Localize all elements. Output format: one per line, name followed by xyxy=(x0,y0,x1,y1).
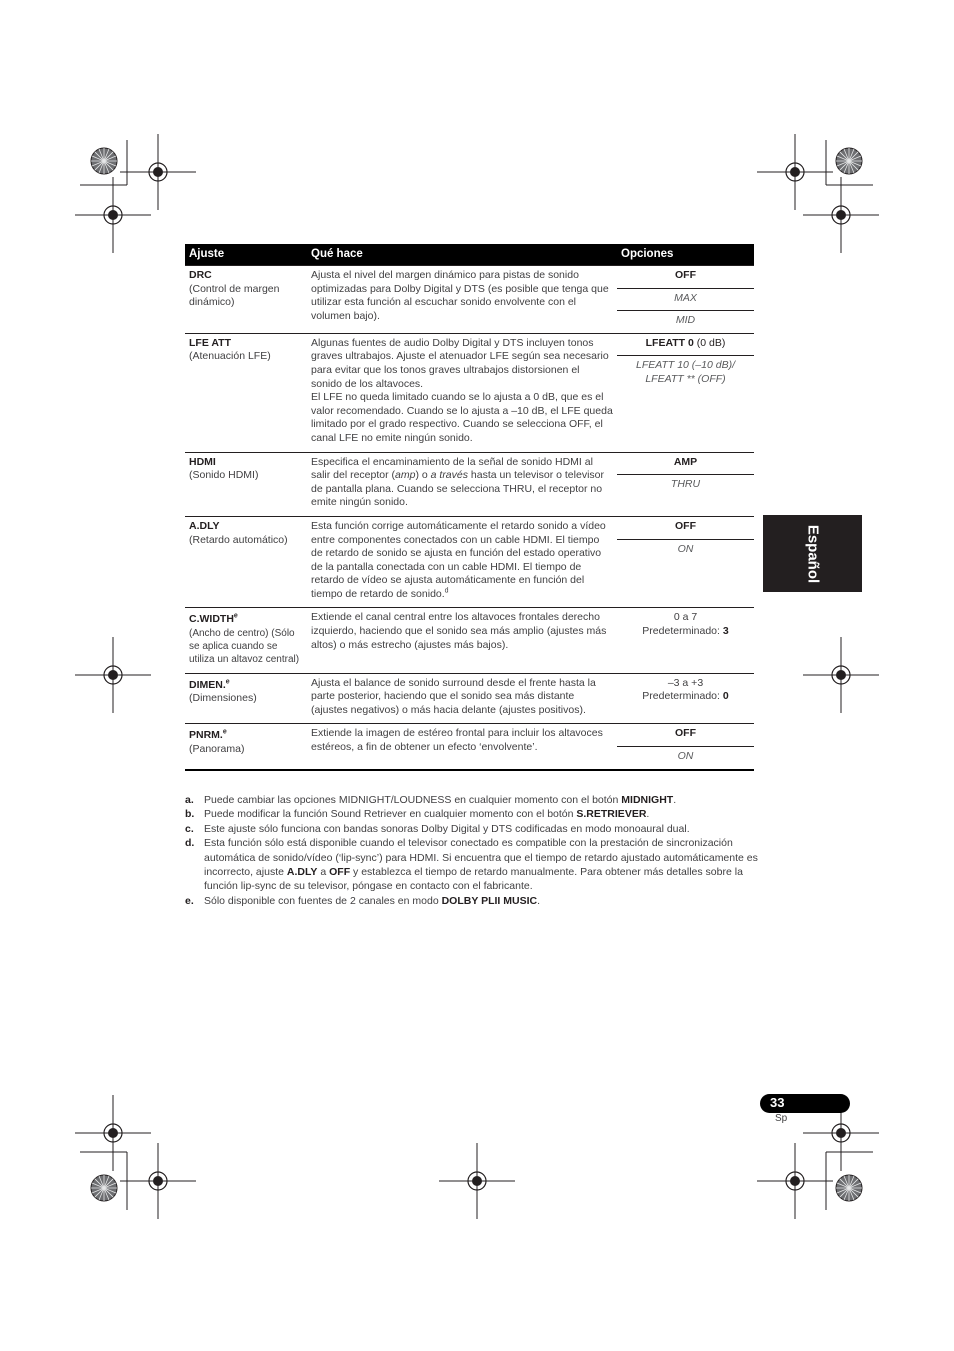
description-part: El LFE no queda limitado cuando se lo ajusta a 0 dB, que es el valor recomendado. Cuando se lo ajusta a –10 dB, el LFE queda limitado por el grado respectivo. Cuando se selecciona OFF, el canal LFE no emite ningún sonido. xyxy=(311,391,613,444)
footnote xyxy=(185,793,760,807)
header-what: Qué hace xyxy=(307,244,617,266)
option-value: THRU xyxy=(617,474,754,497)
option-value: OFF xyxy=(675,269,696,281)
footnote-text: Puede cambiar las opciones MIDNIGHT/LOUDNESS en cualquier momento con el botón MIDNIGHT. xyxy=(204,794,677,806)
option-value: AMP xyxy=(673,455,698,468)
footnote-ref: e xyxy=(225,678,230,686)
footnote-text: Esta función sólo está disponible cuando el televisor conectado es compatible con la prestación de sincronización automática de sonido/vídeo (‘lip-sync’) para HDMI. Si encuentra que el tiempo de retardo ajustado automáticamente es incorrecto, ajuste A.DLY a OFF y establezca el tiempo de retardo manualmente. Para obtener más detalles sobre la función lip-sync de su televisor, póngase en contacto con el fabricante. xyxy=(204,837,758,893)
option-default: Predeterminado: 3 xyxy=(642,625,729,638)
table-row xyxy=(185,724,754,770)
table-row xyxy=(185,608,754,673)
option-value: OFF xyxy=(675,727,696,740)
page-language-code: Sp xyxy=(775,1113,788,1124)
header-setting: Ajuste xyxy=(185,244,307,266)
footnote-ref: e xyxy=(233,612,238,620)
footnote-text: Este ajuste sólo funciona con bandas sonoras Dolby Digital y DTS codificadas en modo monoaural dual. xyxy=(204,822,690,835)
setting-description xyxy=(307,452,617,516)
setting-name: C.WIDTH$^e$ xyxy=(189,612,238,626)
setting-name: A.DLY xyxy=(189,519,220,532)
option-range: –3 a +3 xyxy=(667,676,704,689)
setting-subtitle: (Ancho de centro) (Sólo se aplica cuando se utiliza un altavoz central) xyxy=(189,628,300,666)
option-line: LFEATT ** (OFF) xyxy=(645,372,726,385)
options-cell xyxy=(617,608,754,673)
footnote xyxy=(185,807,760,821)
footnote xyxy=(185,836,760,894)
setting-name: PNRM.$^e$ xyxy=(189,728,227,742)
footnote-label: c. xyxy=(185,822,194,835)
description-part: Especifica el encaminamiento de la señal de sonido HDMI al salir del receptor ( xyxy=(311,455,593,482)
setting-subtitle: (Sonido HDMI) xyxy=(189,469,259,482)
footnote-label: b. xyxy=(185,808,195,821)
setting-cell xyxy=(185,608,307,673)
table-row xyxy=(185,266,754,334)
description-part: ) o xyxy=(415,469,431,482)
footnote xyxy=(185,822,760,836)
footnote-label: a. xyxy=(185,794,194,806)
setting-description: Extiende la imagen de estéreo frontal para incluir los altavoces estéreos, a fin de obtener un efecto ‘envolvente’. xyxy=(307,724,617,770)
default-value: 0 xyxy=(722,690,729,703)
options-cell xyxy=(617,333,754,452)
option-line: LFEATT 10 (–10 dB)/ xyxy=(635,359,735,372)
page-number-badge xyxy=(760,1094,850,1113)
option-value xyxy=(617,334,754,356)
table-row xyxy=(185,452,754,516)
language-side-tab xyxy=(763,515,862,592)
setting-name: DIMEN.$^e$ xyxy=(189,678,230,691)
table-row xyxy=(185,516,754,608)
table-row xyxy=(185,333,754,452)
settings-table xyxy=(185,244,754,771)
setting-cell xyxy=(185,724,307,770)
footnote-ref: d xyxy=(444,587,449,595)
option-value: OFF xyxy=(675,519,696,532)
option-value xyxy=(617,355,754,391)
page-number: 33 xyxy=(770,1095,785,1110)
option-value: ON xyxy=(617,539,754,562)
option-default: Predeterminado: 0 xyxy=(642,690,729,703)
setting-cell xyxy=(185,673,307,724)
options-cell xyxy=(617,673,754,724)
description-part: Algunas fuentes de audio Dolby Digital y DTS incluyen tonos graves ultrabajos. Ajuste el atenuador LFE según sea necesario para evitar que los tonos graves ultrabajos distorsionen el sonido de los altavoces. xyxy=(311,336,609,390)
setting-subtitle: (Panorama) xyxy=(189,743,245,756)
setting-cell xyxy=(185,266,307,334)
footnote-label: e. xyxy=(185,894,194,907)
setting-description: Extiende el canal central entre los altavoces frontales derecho izquierdo, haciendo que el sonido sea más amplio (ajustes más altos) o más estrecho (ajustes más bajos). xyxy=(307,608,617,673)
footnote-text: Sólo disponible con fuentes de 2 canales en modo DOLBY PLII MUSIC. xyxy=(204,894,540,907)
footnote-ref: e xyxy=(222,728,227,736)
option-value: ON xyxy=(617,746,754,769)
options-cell xyxy=(617,724,754,770)
options-cell xyxy=(617,452,754,516)
header-options: Opciones xyxy=(617,244,754,266)
setting-name: DRC xyxy=(189,269,212,281)
options-cell xyxy=(617,266,754,334)
setting-name: LFE ATT xyxy=(189,336,231,349)
setting-subtitle: (Control de margen dinámico) xyxy=(189,282,280,309)
setting-description xyxy=(307,333,617,452)
setting-description: Ajusta el balance de sonido surround desde el frente hasta la parte posterior, haciendo que el sonido sea más distante (ajustes negativos) o más hacia delante (ajustes positivos). xyxy=(307,673,617,724)
option-range: 0 a 7 xyxy=(673,611,698,624)
option-value: MID xyxy=(617,310,754,333)
setting-cell xyxy=(185,333,307,452)
option-value: MAX xyxy=(617,288,754,311)
footnote-label: d. xyxy=(185,837,195,850)
footnotes xyxy=(185,793,760,908)
description-italic: a través xyxy=(430,469,468,482)
options-cell xyxy=(617,516,754,608)
table-header xyxy=(185,244,754,266)
setting-description: Ajusta el nivel del margen dinámico para pistas de sonido optimizadas para Dolby Digital y DTS (es posible que tenga que utilizar esta función al escuchar sonido envolvente con el volumen bajo). xyxy=(307,266,617,334)
table-row xyxy=(185,673,754,724)
footnote-text: Puede modificar la función Sound Retriever en cualquier momento con el botón S.RETRIEVER. xyxy=(204,808,650,821)
setting-name: HDMI xyxy=(189,455,216,468)
description-part: hasta un televisor o televisor de pantalla plana. Cuando se selecciona THRU, el receptor no emite ningún sonido. xyxy=(311,469,604,509)
description-part: Esta función corrige automáticamente el retardo sonido a vídeo entre componentes conectados con un cable HDMI. El tiempo de retardo de sonido se ajusta en función del estado operativo de la pantalla conectada con un cable HDMI. El tiempo de retardo de vídeo se ajusta automáticamente en función del tiempo de retardo de sonido. xyxy=(311,519,606,600)
description-italic: amp xyxy=(395,469,416,482)
setting-description xyxy=(307,516,617,608)
setting-subtitle: (Retardo automático) xyxy=(189,533,288,546)
language-tab-label: Español xyxy=(804,524,821,583)
setting-cell xyxy=(185,452,307,516)
default-value: 3 xyxy=(722,625,729,638)
option-bold: LFEATT 0 xyxy=(645,336,694,349)
footnote xyxy=(185,894,760,908)
option-unit: (0 dB) xyxy=(696,336,726,349)
setting-subtitle: (Atenuación LFE) xyxy=(189,350,271,363)
setting-cell xyxy=(185,516,307,608)
setting-subtitle: (Dimensiones) xyxy=(189,692,257,705)
